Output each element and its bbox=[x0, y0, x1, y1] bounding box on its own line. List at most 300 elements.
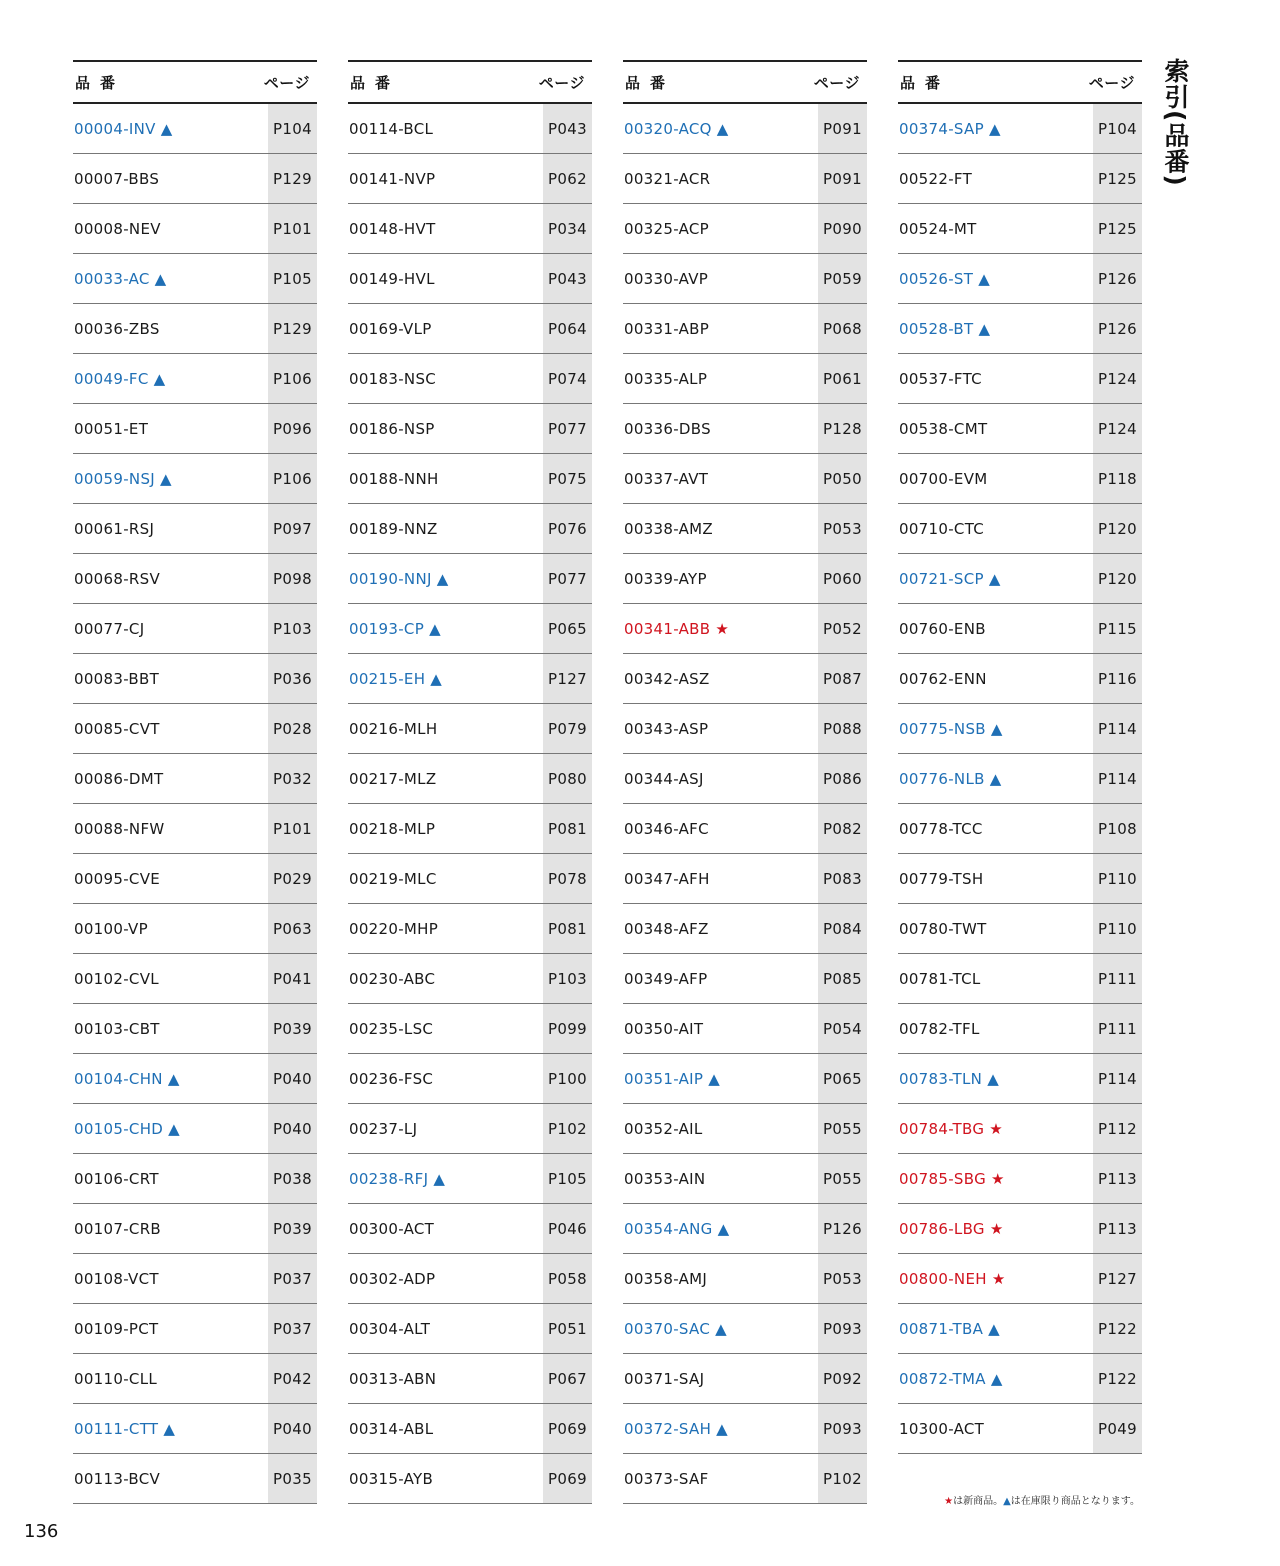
product-code-text: 00149-HVL bbox=[349, 269, 435, 288]
product-code bbox=[623, 520, 713, 538]
page-ref: P069 bbox=[543, 1404, 592, 1453]
product-code-text: 00528-BT bbox=[899, 319, 974, 338]
product-code-text: 00193-CP bbox=[349, 619, 425, 638]
page-ref: P058 bbox=[543, 1254, 592, 1303]
product-code-text: 00077-CJ bbox=[74, 619, 145, 638]
index-column-4 bbox=[898, 60, 1142, 1454]
index-row bbox=[623, 704, 867, 754]
triangle-icon: ▲ bbox=[433, 1169, 446, 1188]
product-code-text: 00342-ASZ bbox=[624, 669, 710, 688]
page-ref: P077 bbox=[543, 554, 592, 603]
product-code bbox=[73, 270, 167, 288]
triangle-icon: ▲ bbox=[988, 569, 1001, 588]
index-row bbox=[623, 404, 867, 454]
product-code bbox=[898, 970, 981, 988]
index-row bbox=[898, 604, 1142, 654]
product-code bbox=[348, 770, 436, 788]
product-code bbox=[898, 920, 987, 938]
product-code bbox=[73, 720, 160, 738]
index-row bbox=[623, 1354, 867, 1404]
product-code-text: 00700-EVM bbox=[899, 469, 988, 488]
product-code bbox=[348, 370, 436, 388]
product-code bbox=[898, 170, 972, 188]
product-code bbox=[348, 1270, 435, 1288]
index-row bbox=[898, 404, 1142, 454]
index-row bbox=[73, 1454, 317, 1504]
page-ref: P059 bbox=[818, 254, 867, 303]
triangle-icon: ▲ bbox=[987, 1069, 1000, 1088]
product-code bbox=[348, 170, 435, 188]
page-ref: P065 bbox=[543, 604, 592, 653]
page-ref: P122 bbox=[1093, 1354, 1142, 1403]
page-header: ページ bbox=[538, 73, 585, 92]
product-code-text: 00236-FSC bbox=[349, 1069, 434, 1088]
page-header: ページ bbox=[1088, 73, 1135, 92]
triangle-icon: ▲ bbox=[988, 1319, 1001, 1338]
page-ref: P049 bbox=[1093, 1404, 1142, 1453]
index-row bbox=[898, 1204, 1142, 1254]
product-code-text: 00085-CVT bbox=[74, 719, 160, 738]
page-ref: P091 bbox=[818, 154, 867, 203]
page-ref: P092 bbox=[818, 1354, 867, 1403]
triangle-icon: ▲ bbox=[990, 1369, 1003, 1388]
product-code-text: 00351-AIP bbox=[624, 1069, 704, 1088]
index-row bbox=[348, 504, 592, 554]
product-code-text: 00141-NVP bbox=[349, 169, 436, 188]
product-code-text: 00320-ACQ bbox=[624, 119, 712, 138]
index-row bbox=[348, 904, 592, 954]
index-row bbox=[898, 654, 1142, 704]
product-code bbox=[898, 270, 990, 288]
page-ref: P129 bbox=[268, 304, 317, 353]
index-row bbox=[623, 654, 867, 704]
product-code-text: 00107-CRB bbox=[74, 1219, 162, 1238]
index-rows bbox=[898, 104, 1142, 1454]
index-row bbox=[348, 454, 592, 504]
index-row bbox=[623, 754, 867, 804]
page-ref: P110 bbox=[1093, 904, 1142, 953]
index-row bbox=[73, 954, 317, 1004]
page-ref: P114 bbox=[1093, 704, 1142, 753]
product-code-text: 00110-CLL bbox=[74, 1369, 158, 1388]
product-code bbox=[348, 1070, 433, 1088]
product-code-text: 00780-TWT bbox=[899, 919, 987, 938]
product-code-text: 00051-ET bbox=[74, 419, 149, 438]
index-row bbox=[898, 1054, 1142, 1104]
product-code bbox=[898, 1220, 1004, 1238]
column-header bbox=[348, 62, 592, 104]
index-row bbox=[623, 1054, 867, 1104]
page-ref: P079 bbox=[543, 704, 592, 753]
product-code bbox=[348, 720, 437, 738]
product-code-text: 00095-CVE bbox=[74, 869, 161, 888]
star-icon: ★ bbox=[991, 1269, 1006, 1288]
product-code bbox=[623, 1170, 705, 1188]
product-code-text: 00352-AIL bbox=[624, 1119, 703, 1138]
triangle-icon: ▲ bbox=[989, 769, 1002, 788]
index-rows bbox=[623, 104, 867, 1504]
product-code bbox=[623, 1420, 728, 1438]
product-code-text: 00008-NEV bbox=[74, 219, 161, 238]
index-row bbox=[623, 1304, 867, 1354]
code-header: 品番 bbox=[900, 73, 951, 92]
product-code-text: 00786-LBG bbox=[899, 1219, 985, 1238]
triangle-icon: ▲ bbox=[429, 619, 441, 638]
index-row bbox=[898, 104, 1142, 154]
product-code bbox=[623, 220, 709, 238]
index-row bbox=[348, 1054, 592, 1104]
index-row bbox=[73, 254, 317, 304]
code-header: 品番 bbox=[625, 73, 676, 92]
page-ref: P114 bbox=[1093, 754, 1142, 803]
product-code bbox=[348, 1120, 417, 1138]
index-row bbox=[898, 904, 1142, 954]
product-code bbox=[348, 870, 437, 888]
triangle-icon: ▲ bbox=[163, 1419, 176, 1438]
page-ref: P082 bbox=[818, 804, 867, 853]
product-code bbox=[73, 170, 159, 188]
page-ref: P093 bbox=[818, 1404, 867, 1453]
index-row bbox=[73, 1354, 317, 1404]
product-code bbox=[348, 120, 433, 138]
page-ref: P065 bbox=[818, 1054, 867, 1103]
product-code bbox=[348, 320, 432, 338]
product-code-text: 00103-CBT bbox=[74, 1019, 160, 1038]
index-row bbox=[348, 204, 592, 254]
product-code bbox=[623, 1070, 720, 1088]
page-ref: P054 bbox=[818, 1004, 867, 1053]
product-code bbox=[623, 820, 709, 838]
index-row bbox=[73, 1254, 317, 1304]
product-code-text: 00784-TBG bbox=[899, 1119, 985, 1138]
product-code bbox=[898, 470, 988, 488]
triangle-icon: ▲ bbox=[715, 1319, 727, 1338]
product-code-text: 00760-ENB bbox=[899, 619, 986, 638]
product-code-text: 00007-BBS bbox=[74, 169, 160, 188]
index-row bbox=[898, 1254, 1142, 1304]
product-code bbox=[73, 1020, 160, 1038]
triangle-icon: ▲ bbox=[988, 119, 1001, 138]
product-code-text: 00315-AYB bbox=[349, 1469, 434, 1488]
page-ref: P103 bbox=[268, 604, 317, 653]
product-code-text: 00371-SAJ bbox=[624, 1369, 705, 1388]
triangle-icon: ▲ bbox=[990, 719, 1003, 738]
page-ref: P098 bbox=[268, 554, 317, 603]
product-code-text: 00102-CVL bbox=[74, 969, 159, 988]
product-code-text: 00338-AMZ bbox=[624, 519, 713, 538]
product-code-text: 00344-ASJ bbox=[624, 769, 704, 788]
product-code bbox=[623, 620, 729, 638]
product-code bbox=[623, 1320, 727, 1338]
page-ref: P101 bbox=[268, 204, 317, 253]
product-code-text: 00189-NNZ bbox=[349, 519, 438, 538]
product-code bbox=[623, 1270, 707, 1288]
page-ref: P050 bbox=[818, 454, 867, 503]
product-code bbox=[73, 970, 159, 988]
page-ref: P076 bbox=[543, 504, 592, 553]
product-code-text: 00335-ALP bbox=[624, 369, 708, 388]
product-code bbox=[348, 1320, 430, 1338]
product-code-text: 00339-AYP bbox=[624, 569, 707, 588]
index-row bbox=[623, 604, 867, 654]
page-ref: P051 bbox=[543, 1304, 592, 1353]
index-row bbox=[73, 504, 317, 554]
index-row bbox=[898, 854, 1142, 904]
product-code-text: 00004-INV bbox=[74, 119, 156, 138]
index-row bbox=[348, 654, 592, 704]
product-code bbox=[623, 720, 708, 738]
product-code-text: 00215-EH bbox=[349, 669, 426, 688]
product-code-text: 00779-TSH bbox=[899, 869, 984, 888]
product-code-text: 00230-ABC bbox=[349, 969, 436, 988]
index-row bbox=[348, 1204, 592, 1254]
page-ref: P081 bbox=[543, 804, 592, 853]
index-row bbox=[348, 804, 592, 854]
product-code-text: 00354-ANG bbox=[624, 1219, 713, 1238]
product-code bbox=[73, 770, 164, 788]
product-code-text: 00782-TFL bbox=[899, 1019, 980, 1038]
page-ref: P106 bbox=[268, 354, 317, 403]
page-ref: P061 bbox=[818, 354, 867, 403]
index-row bbox=[348, 1454, 592, 1504]
product-code bbox=[898, 220, 977, 238]
page-ref: P077 bbox=[543, 404, 592, 453]
page-ref: P040 bbox=[268, 1404, 317, 1453]
index-row bbox=[348, 304, 592, 354]
product-code bbox=[73, 670, 159, 688]
product-code bbox=[898, 720, 1003, 738]
product-code-text: 00372-SAH bbox=[624, 1419, 712, 1438]
index-row bbox=[73, 204, 317, 254]
page-ref: P034 bbox=[543, 204, 592, 253]
product-code-text: 00321-ACR bbox=[624, 169, 711, 188]
page-number: 136 bbox=[24, 1521, 59, 1542]
code-header: 品番 bbox=[75, 73, 126, 92]
page-ref: P075 bbox=[543, 454, 592, 503]
product-code bbox=[73, 520, 154, 538]
index-row bbox=[898, 304, 1142, 354]
index-row bbox=[73, 104, 317, 154]
product-code bbox=[348, 470, 439, 488]
product-code-text: 00188-NNH bbox=[349, 469, 439, 488]
page-ref: P042 bbox=[268, 1354, 317, 1403]
legend-stock-text: は在庫限り商品となります。 bbox=[1010, 1496, 1140, 1507]
triangle-icon: ▲ bbox=[160, 469, 172, 488]
page-ref: P097 bbox=[268, 504, 317, 553]
product-code bbox=[348, 1220, 434, 1238]
index-row bbox=[73, 1304, 317, 1354]
product-code bbox=[623, 170, 710, 188]
product-code bbox=[73, 870, 160, 888]
triangle-icon: ▲ bbox=[436, 569, 449, 588]
index-row bbox=[73, 1204, 317, 1254]
product-code-text: 00785-SBG bbox=[899, 1169, 987, 1188]
index-row bbox=[623, 954, 867, 1004]
index-row bbox=[623, 1404, 867, 1454]
page-ref: P120 bbox=[1093, 504, 1142, 553]
product-code bbox=[348, 1170, 445, 1188]
page-ref: P127 bbox=[543, 654, 592, 703]
product-code-text: 00109-PCT bbox=[74, 1319, 159, 1338]
index-row bbox=[73, 1054, 317, 1104]
product-code bbox=[898, 570, 1001, 588]
page-ref: P055 bbox=[818, 1104, 867, 1153]
product-code-text: 00336-DBS bbox=[624, 419, 711, 438]
product-code-text: 00238-RFJ bbox=[349, 1169, 429, 1188]
page-ref: P053 bbox=[818, 1254, 867, 1303]
product-code-text: 00348-AFZ bbox=[624, 919, 709, 938]
page-ref: P105 bbox=[543, 1154, 592, 1203]
product-code-text: 00169-VLP bbox=[349, 319, 432, 338]
product-code-text: 00538-CMT bbox=[899, 419, 988, 438]
star-icon: ★ bbox=[715, 619, 730, 638]
index-row bbox=[623, 904, 867, 954]
product-code-text: 00343-ASP bbox=[624, 719, 709, 738]
product-code-text: 00325-ACP bbox=[624, 219, 710, 238]
page-ref: P126 bbox=[1093, 254, 1142, 303]
index-row bbox=[898, 804, 1142, 854]
product-code bbox=[898, 820, 983, 838]
page-header: ページ bbox=[263, 73, 310, 92]
index-row bbox=[898, 154, 1142, 204]
page-ref: P112 bbox=[1093, 1104, 1142, 1153]
product-code-text: 00100-VP bbox=[74, 919, 148, 938]
product-code-text: 00300-ACT bbox=[349, 1219, 435, 1238]
page-ref: P038 bbox=[268, 1154, 317, 1203]
product-code bbox=[623, 470, 708, 488]
product-code-text: 00083-BBT bbox=[74, 669, 160, 688]
product-code bbox=[348, 620, 441, 638]
product-code-text: 00086-DMT bbox=[74, 769, 164, 788]
page-ref: P128 bbox=[818, 404, 867, 453]
page-ref: P125 bbox=[1093, 204, 1142, 253]
page-ref: P111 bbox=[1093, 954, 1142, 1003]
index-row bbox=[623, 1204, 867, 1254]
page-header: ページ bbox=[813, 73, 860, 92]
product-code bbox=[73, 570, 160, 588]
index-row bbox=[348, 554, 592, 604]
page-ref: P043 bbox=[543, 254, 592, 303]
page-ref: P127 bbox=[1093, 1254, 1142, 1303]
product-code-text: 00106-CRT bbox=[74, 1169, 159, 1188]
page-ref: P032 bbox=[268, 754, 317, 803]
page-ref: P125 bbox=[1093, 154, 1142, 203]
product-code-text: 00314-ABL bbox=[349, 1419, 434, 1438]
index-row bbox=[73, 404, 317, 454]
product-code-text: 00219-MLC bbox=[349, 869, 437, 888]
index-row bbox=[348, 1154, 592, 1204]
product-code-text: 00800-NEH bbox=[899, 1269, 987, 1288]
product-code-text: 00524-MT bbox=[899, 219, 977, 238]
index-row bbox=[348, 1354, 592, 1404]
index-column-2 bbox=[348, 60, 592, 1504]
index-row bbox=[73, 1004, 317, 1054]
product-code bbox=[73, 820, 165, 838]
page-ref: P088 bbox=[818, 704, 867, 753]
product-code-text: 00111-CTT bbox=[74, 1419, 159, 1438]
product-code bbox=[623, 1220, 729, 1238]
index-row bbox=[898, 254, 1142, 304]
page-ref: P052 bbox=[818, 604, 867, 653]
index-row bbox=[73, 554, 317, 604]
triangle-icon: ▲ bbox=[154, 269, 167, 288]
page-ref: P084 bbox=[818, 904, 867, 953]
product-code bbox=[348, 970, 435, 988]
product-code bbox=[348, 220, 436, 238]
page-ref: P046 bbox=[543, 1204, 592, 1253]
product-code bbox=[898, 320, 990, 338]
product-code bbox=[73, 1120, 180, 1138]
product-code-text: 00872-TMA bbox=[899, 1369, 986, 1388]
product-code bbox=[623, 1370, 704, 1388]
product-code bbox=[348, 420, 435, 438]
product-code bbox=[623, 320, 709, 338]
product-code bbox=[348, 1370, 436, 1388]
page-ref: P036 bbox=[268, 654, 317, 703]
product-code-text: 10300-ACT bbox=[899, 1419, 985, 1438]
page-ref: P124 bbox=[1093, 404, 1142, 453]
product-code-text: 00341-ABB bbox=[624, 619, 711, 638]
product-code-text: 00186-NSP bbox=[349, 419, 435, 438]
product-code-text: 00776-NLB bbox=[899, 769, 985, 788]
index-row bbox=[623, 104, 867, 154]
page-ref: P086 bbox=[818, 754, 867, 803]
index-row bbox=[898, 504, 1142, 554]
product-code-text: 00190-NNJ bbox=[349, 569, 432, 588]
index-row bbox=[623, 304, 867, 354]
product-code-text: 00108-VCT bbox=[74, 1269, 159, 1288]
product-code bbox=[623, 1020, 703, 1038]
product-code-text: 00374-SAP bbox=[899, 119, 984, 138]
product-code bbox=[348, 520, 438, 538]
index-row bbox=[348, 1004, 592, 1054]
product-code bbox=[73, 1270, 159, 1288]
product-code bbox=[73, 370, 165, 388]
page-ref: P103 bbox=[543, 954, 592, 1003]
column-header bbox=[898, 62, 1142, 104]
page-ref: P091 bbox=[818, 104, 867, 153]
index-row bbox=[348, 1104, 592, 1154]
product-code bbox=[623, 270, 708, 288]
index-row bbox=[348, 154, 592, 204]
index-row bbox=[73, 654, 317, 704]
index-row bbox=[898, 1004, 1142, 1054]
product-code bbox=[73, 1370, 157, 1388]
triangle-icon: ▲ bbox=[978, 269, 991, 288]
page-ref: P055 bbox=[818, 1154, 867, 1203]
page-ref: P037 bbox=[268, 1254, 317, 1303]
product-code bbox=[623, 420, 711, 438]
page-ref: P111 bbox=[1093, 1004, 1142, 1053]
page-ref: P090 bbox=[818, 204, 867, 253]
index-row bbox=[898, 1154, 1142, 1204]
product-code-text: 00113-BCV bbox=[74, 1469, 161, 1488]
product-code-text: 00762-ENN bbox=[899, 669, 987, 688]
page-ref: P080 bbox=[543, 754, 592, 803]
product-code bbox=[348, 570, 449, 588]
index-row bbox=[623, 1454, 867, 1504]
product-code-text: 00778-TCC bbox=[899, 819, 983, 838]
product-code-text: 00313-ABN bbox=[349, 1369, 437, 1388]
index-row bbox=[623, 1104, 867, 1154]
product-code bbox=[623, 770, 704, 788]
triangle-icon: ▲ bbox=[717, 1219, 730, 1238]
product-code bbox=[898, 870, 983, 888]
index-row bbox=[73, 904, 317, 954]
page-ref: P120 bbox=[1093, 554, 1142, 603]
product-code-text: 00358-AMJ bbox=[624, 1269, 708, 1288]
index-row bbox=[898, 354, 1142, 404]
